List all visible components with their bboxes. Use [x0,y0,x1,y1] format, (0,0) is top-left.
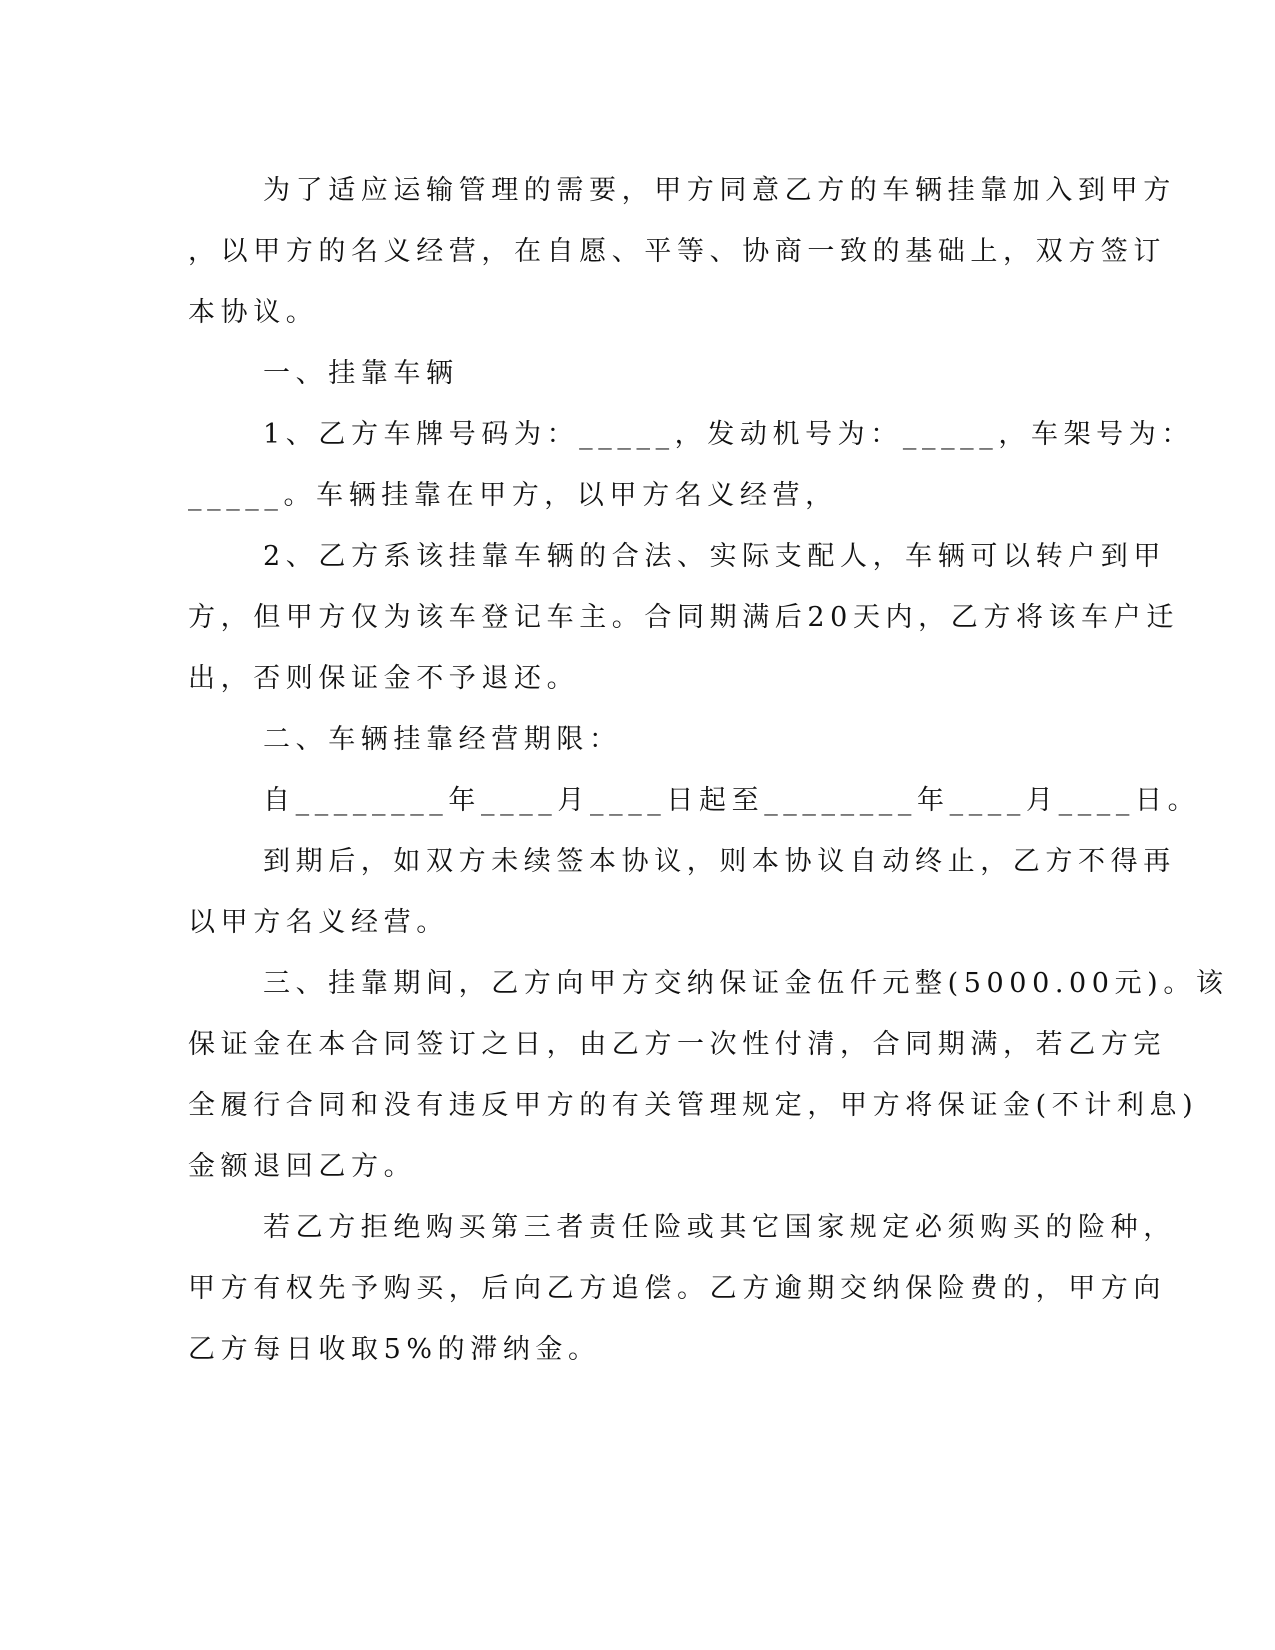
text-line: 乙方每日收取5%的滞纳金。 [188,1334,601,1365]
text-line: 1、乙方车牌号码为：_____，发动机号为：_____，车架号为： [263,419,1194,450]
text-line: 本协议。 [188,297,319,328]
text-line: 保证金在本合同签订之日，由乙方一次性付清，合同期满，若乙方完 [188,1029,1166,1060]
date-range-line: 自________年____月____日起至________年____月____日。 [263,785,1201,816]
text-line: 为了适应运输管理的需要，甲方同意乙方的车辆挂靠加入到甲方 [263,175,1176,206]
section-heading: 二、车辆挂靠经营期限： [263,724,622,755]
text-line: 以甲方名义经营。 [188,907,449,938]
text-line: 到期后，如双方未续签本协议，则本协议自动终止，乙方不得再 [263,846,1176,877]
text-line: 金额退回乙方。 [188,1151,417,1182]
document-page [188,160,1229,1380]
section-heading: 一、挂靠车辆 [263,358,459,389]
text-line: 方，但甲方仅为该车登记车主。合同期满后20天内，乙方将该车户迁 [188,602,1179,633]
text-line: ，以甲方的名义经营，在自愿、平等、协商一致的基础上，双方签订 [188,236,1166,267]
text-line: 若乙方拒绝购买第三者责任险或其它国家规定必须购买的险种， [263,1212,1176,1243]
text-line: _____。车辆挂靠在甲方，以甲方名义经营， [188,480,838,511]
text-line: 2、乙方系该挂靠车辆的合法、实际支配人，车辆可以转户到甲 [263,541,1166,572]
text-line: 三、挂靠期间，乙方向甲方交纳保证金伍仟元整(5000.00元)。该 [263,968,1229,999]
text-line: 甲方有权先予购买，后向乙方追偿。乙方逾期交纳保险费的，甲方向 [188,1273,1166,1304]
text-line: 出，否则保证金不予退还。 [188,663,580,694]
text-line: 全履行合同和没有违反甲方的有关管理规定，甲方将保证金(不计利息) [188,1090,1199,1121]
